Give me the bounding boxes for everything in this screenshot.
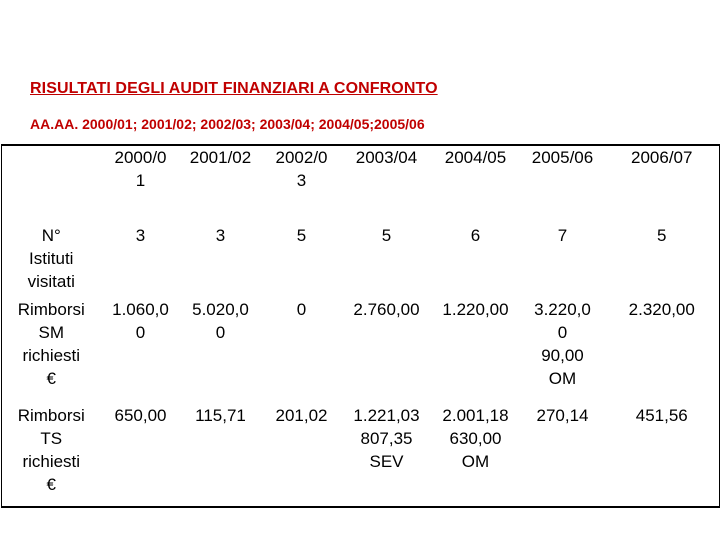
table-cell: 0	[296, 300, 307, 319]
table-cell: 5	[296, 226, 307, 245]
table-cell: 2.760,00	[353, 300, 420, 319]
table-cell: 5	[605, 224, 720, 298]
header-cell: 2000/0 1	[114, 148, 167, 190]
table-row-istituti	[2, 224, 720, 298]
table-cell: 3	[215, 226, 226, 245]
table-cell: 2.001,18 630,00 OM	[442, 406, 509, 471]
row-label: Rimborsi SM richiesti €	[17, 300, 85, 388]
table-cell: 1.221,03 807,35 SEV	[353, 406, 420, 471]
table-cell: 115,71	[195, 406, 246, 425]
header-cell: 2001/02	[189, 148, 252, 167]
row-label: N° Istituti visitati	[27, 226, 75, 291]
table-cell: 7	[557, 226, 568, 245]
table-cell: 3	[135, 226, 146, 245]
header-cell: 2004/05	[444, 148, 507, 167]
audit-comparison-table	[1, 144, 720, 508]
table-cell: 201,02	[275, 406, 328, 425]
table-cell: 451,56	[605, 404, 720, 507]
table-row-rimborsi-ts	[2, 404, 720, 507]
table-row-rimborsi-sm	[2, 298, 720, 404]
header-cell: 2002/0 3	[275, 148, 328, 190]
table-cell: 650,00	[114, 406, 167, 425]
table-cell: 1.060,0 0	[112, 300, 169, 342]
row-label: Rimborsi TS richiesti €	[17, 406, 85, 494]
header-cell: 2005/06	[531, 148, 594, 167]
table-cell: 6	[470, 226, 481, 245]
header-cell-empty	[2, 145, 101, 224]
slide-title: RISULTATI DEGLI AUDIT FINANZIARI A CONFRONTO	[30, 80, 438, 97]
table-cell: 3.220,0 0 90,00 OM	[534, 300, 591, 388]
header-cell: 2003/04	[355, 148, 418, 167]
table-cell: 1.220,00	[442, 300, 509, 319]
table-cell: 5	[381, 226, 392, 245]
slide-subtitle: AA.AA. 2000/01; 2001/02; 2002/03; 2003/04; 2004/05;2005/06	[30, 116, 425, 132]
table-header-row	[2, 145, 720, 224]
table-cell: 270,14	[536, 406, 589, 425]
table-cell: 2.320,00	[605, 298, 720, 404]
header-cell: 2006/07	[605, 145, 720, 224]
table-cell: 5.020,0 0	[192, 300, 249, 342]
